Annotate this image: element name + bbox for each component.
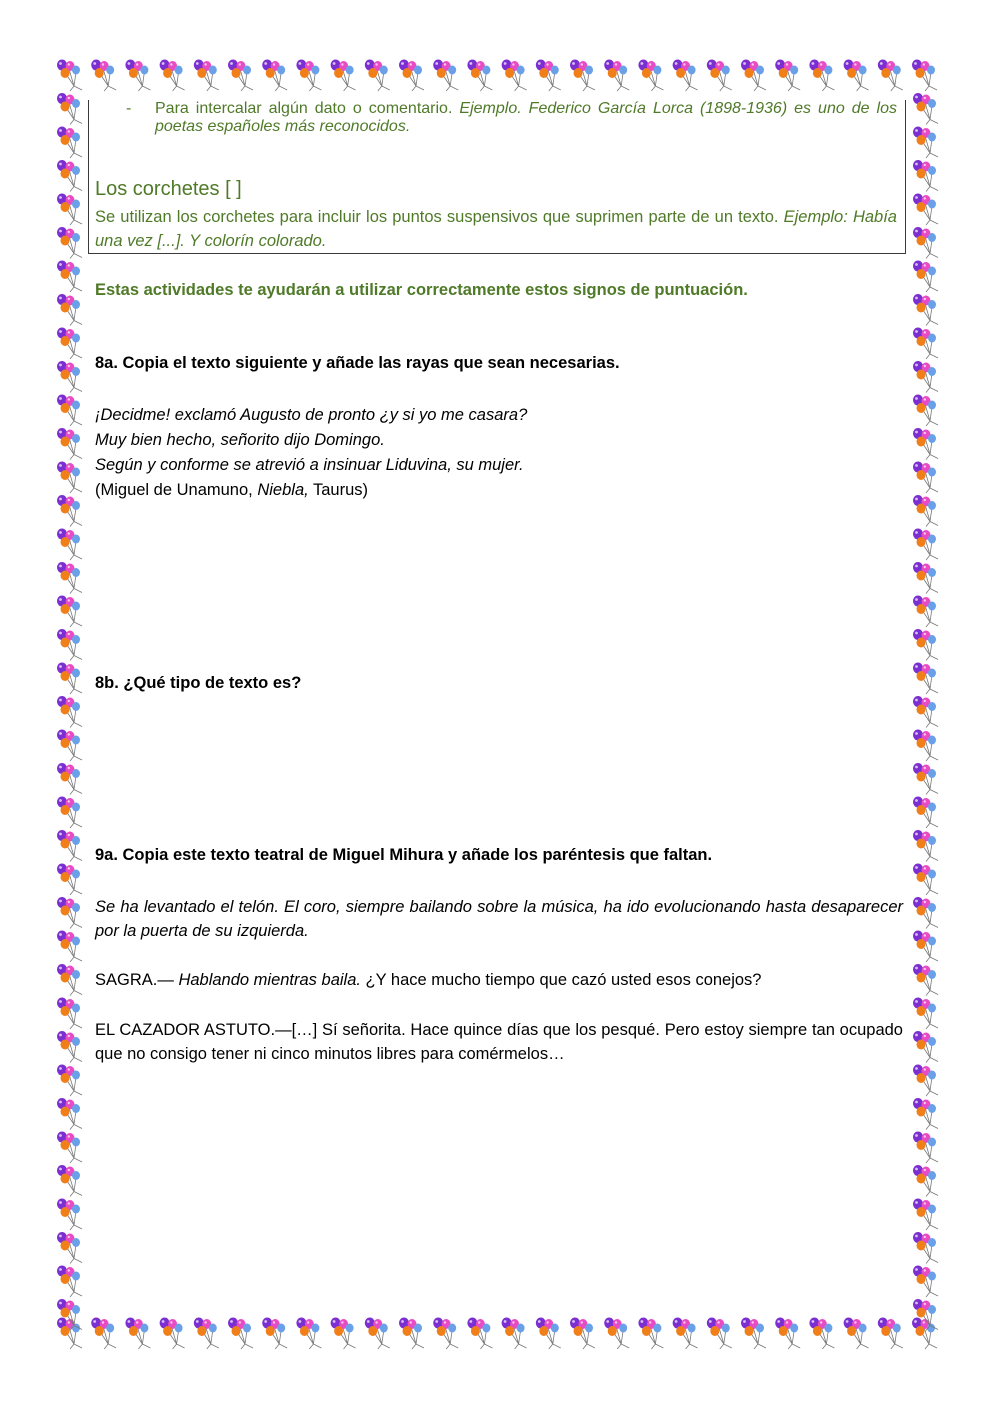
balloon-bunch-icon [913,194,938,226]
balloon-bunch-icon [296,60,321,92]
balloon-bunch-icon [160,1318,185,1350]
balloon-bunch-icon [913,696,938,728]
balloon-bunch-icon [57,227,82,259]
balloon-bunch-icon [913,1232,938,1264]
balloon-bunch-icon [913,596,938,628]
balloon-bunch-icon [536,1318,561,1350]
corchetes-text: Se utilizan los corchetes para incluir los puntos suspensivos que suprimen parte de un texto. [95,208,779,226]
balloon-bunch-icon [57,261,82,293]
balloon-bunch-icon [57,663,82,695]
exercise-8a-line-2: Muy bien hecho, señorito dijo Domingo. [95,431,385,449]
citation-title: Niebla, [257,481,309,499]
balloon-bunch-icon [913,864,938,896]
balloon-bunch-icon [913,897,938,929]
balloon-bunch-icon [570,1318,595,1350]
exercise-8a-line-3: Según y conforme se atrevió a insinuar Liduvina, su mujer. [95,456,524,474]
balloon-bunch-icon [57,294,82,326]
exercise-9a-title: 9a. Copia este texto teatral de Miguel Mihura y añade los paréntesis que faltan. [95,846,713,864]
balloon-bunch-icon [331,60,356,92]
bullet-dash: - [126,100,132,117]
balloon-bunch-icon [262,60,287,92]
balloon-bunch-icon [467,60,492,92]
balloon-bunch-icon [913,629,938,661]
balloon-bunch-icon [913,328,938,360]
balloon-bunch-icon [57,1199,82,1231]
balloon-bunch-icon [57,596,82,628]
balloon-bunch-icon [741,60,766,92]
balloon-bunch-icon [57,998,82,1030]
exercise-8a-title: 8a. Copia el texto siguiente y añade las rayas que sean necesarias. [95,354,620,372]
balloon-bunch-icon [57,797,82,829]
balloon-bunch-icon [809,1318,834,1350]
balloon-bunch-icon [331,1318,356,1350]
balloon-bunch-icon [913,1031,938,1063]
balloon-bunch-icon [913,93,938,125]
balloon-bunch-icon [913,1065,938,1097]
balloon-bunch-icon [809,60,834,92]
balloon-bunch-icon [57,1031,82,1063]
balloon-bunch-icon [913,294,938,326]
balloon-bunch-icon [57,629,82,661]
balloon-bunch-icon [57,194,82,226]
citation-author: (Miguel de Unamuno, [95,481,258,499]
balloon-bunch-icon [433,60,458,92]
balloon-bunch-icon [913,931,938,963]
balloon-bunch-icon [57,127,82,159]
balloon-bunch-icon [913,495,938,527]
balloon-bunch-icon [57,160,82,192]
citation-publisher: Taurus) [308,481,369,499]
balloon-bunch-icon [913,562,938,594]
balloon-bunch-icon [707,1318,732,1350]
balloon-bunch-icon [57,562,82,594]
balloon-bunch-icon [913,529,938,561]
balloon-bunch-icon [57,395,82,427]
balloon-bunch-icon [57,1098,82,1130]
balloon-bunch-icon [57,763,82,795]
balloon-bunch-icon [913,428,938,460]
balloon-bunch-icon [57,495,82,527]
balloon-bunch-icon [775,1318,800,1350]
balloon-bunch-icon [913,998,938,1030]
balloon-bunch-icon [913,361,938,393]
balloon-bunch-icon [775,60,800,92]
balloon-bunch-icon [913,830,938,862]
sagra-line: ¿Y hace mucho tiempo que cazó usted esos conejos? [360,971,762,989]
balloon-bunch-icon [57,462,82,494]
balloon-bunch-icon [365,60,390,92]
balloon-bunch-icon [57,1318,82,1350]
balloon-bunch-icon [913,797,938,829]
balloon-bunch-icon [467,1318,492,1350]
balloon-bunch-icon [57,1266,82,1298]
balloon-bunch-icon [673,1318,698,1350]
bullet-text [155,100,897,136]
balloon-bunch-icon [878,60,903,92]
sagra-dialogue [95,968,903,992]
sagra-direction: Hablando mientras baila. [178,971,361,989]
balloon-bunch-icon [228,60,253,92]
balloon-bunch-icon [91,1318,116,1350]
balloon-bunch-icon [604,60,629,92]
balloon-bunch-icon [913,1199,938,1231]
balloon-bunch-icon [194,1318,219,1350]
balloon-bunch-icon [433,1318,458,1350]
bullet-intro: Para intercalar algún dato o comentario. [155,100,453,117]
balloon-bunch-icon [913,964,938,996]
balloon-bunch-icon [57,1132,82,1164]
balloon-bunch-icon [57,964,82,996]
exercise-8a-text [95,403,527,503]
balloon-bunch-icon [160,60,185,92]
balloon-bunch-icon [913,663,938,695]
balloon-bunch-icon [57,1165,82,1197]
balloon-bunch-icon [913,1165,938,1197]
cazador-dialogue [95,1018,903,1066]
balloon-bunch-icon [194,60,219,92]
exercise-8a-citation [95,478,527,503]
corchetes-heading: Los corchetes [ ] [95,178,242,200]
balloon-bunch-icon [57,428,82,460]
balloon-bunch-icon [912,60,937,92]
balloon-bunch-icon [913,160,938,192]
activities-intro: Estas actividades te ayudarán a utilizar correctamente estos signos de puntuación. [95,281,748,299]
balloon-bunch-icon [57,730,82,762]
balloon-bunch-icon [57,931,82,963]
corchetes-example-text: : Había una vez [...]. Y colorín colorado. [95,208,897,250]
balloon-bunch-icon [913,227,938,259]
corchetes-example-label: Ejemplo [783,208,844,226]
bullet-example: Ejemplo. Federico García Lorca (1898-1936) es uno de los poetas españoles más reconocidos. [155,100,898,135]
balloon-bunch-icon [913,763,938,795]
balloon-bunch-icon [638,60,663,92]
balloon-bunch-icon [57,60,82,92]
balloon-bunch-icon [844,60,869,92]
balloon-bunch-icon [57,830,82,862]
cazador-line: […] Sí señorita. Hace quince días que los pesqué. Pero estoy siempre tan ocupado que no consigo tener ni cinco minutos libres para comérmelos… [95,1021,903,1063]
balloon-bunch-icon [57,361,82,393]
balloon-bunch-icon [262,1318,287,1350]
balloon-bunch-icon [91,60,116,92]
balloon-bunch-icon [570,60,595,92]
balloon-bunch-icon [125,1318,150,1350]
balloon-bunch-icon [913,1266,938,1298]
balloon-bunch-icon [878,1318,903,1350]
balloon-bunch-icon [57,1232,82,1264]
balloon-bunch-icon [913,462,938,494]
balloon-bunch-icon [673,60,698,92]
balloon-bunch-icon [913,1098,938,1130]
balloon-bunch-icon [912,1318,937,1350]
balloon-bunch-icon [913,395,938,427]
balloon-bunch-icon [57,1065,82,1097]
balloon-bunch-icon [604,1318,629,1350]
balloon-bunch-icon [913,730,938,762]
balloon-bunch-icon [57,328,82,360]
exercise-8a-line-1: ¡Decidme! exclamó Augusto de pronto ¿y si yo me casara? [95,406,528,424]
balloon-bunch-icon [57,93,82,125]
balloon-bunch-icon [296,1318,321,1350]
balloon-bunch-icon [502,1318,527,1350]
balloon-bunch-icon [707,60,732,92]
balloon-bunch-icon [57,529,82,561]
balloon-bunch-icon [57,696,82,728]
balloon-bunch-icon [57,864,82,896]
balloon-bunch-icon [399,60,424,92]
exercise-8b-title: 8b. ¿Qué tipo de texto es? [95,674,302,692]
balloon-bunch-icon [913,261,938,293]
balloon-bunch-icon [399,1318,424,1350]
balloon-bunch-icon [913,1132,938,1164]
balloon-bunch-icon [125,60,150,92]
balloon-bunch-icon [913,127,938,159]
balloon-bunch-icon [844,1318,869,1350]
corchetes-paragraph [95,205,897,253]
balloon-bunch-icon [365,1318,390,1350]
stage-direction [95,895,903,943]
balloon-bunch-icon [502,60,527,92]
balloon-bunch-icon [57,897,82,929]
sagra-speaker: SAGRA.— [95,971,179,989]
balloon-bunch-icon [536,60,561,92]
balloon-bunch-icon [228,1318,253,1350]
balloon-bunch-icon [638,1318,663,1350]
stage-direction-text: Se ha levantado el telón. El coro, siempre bailando sobre la música, ha ido evolucionando hasta desaparecer por la puerta de su izquierda. [95,898,903,940]
cazador-speaker: EL CAZADOR ASTUTO.— [95,1021,292,1039]
balloon-bunch-icon [741,1318,766,1350]
